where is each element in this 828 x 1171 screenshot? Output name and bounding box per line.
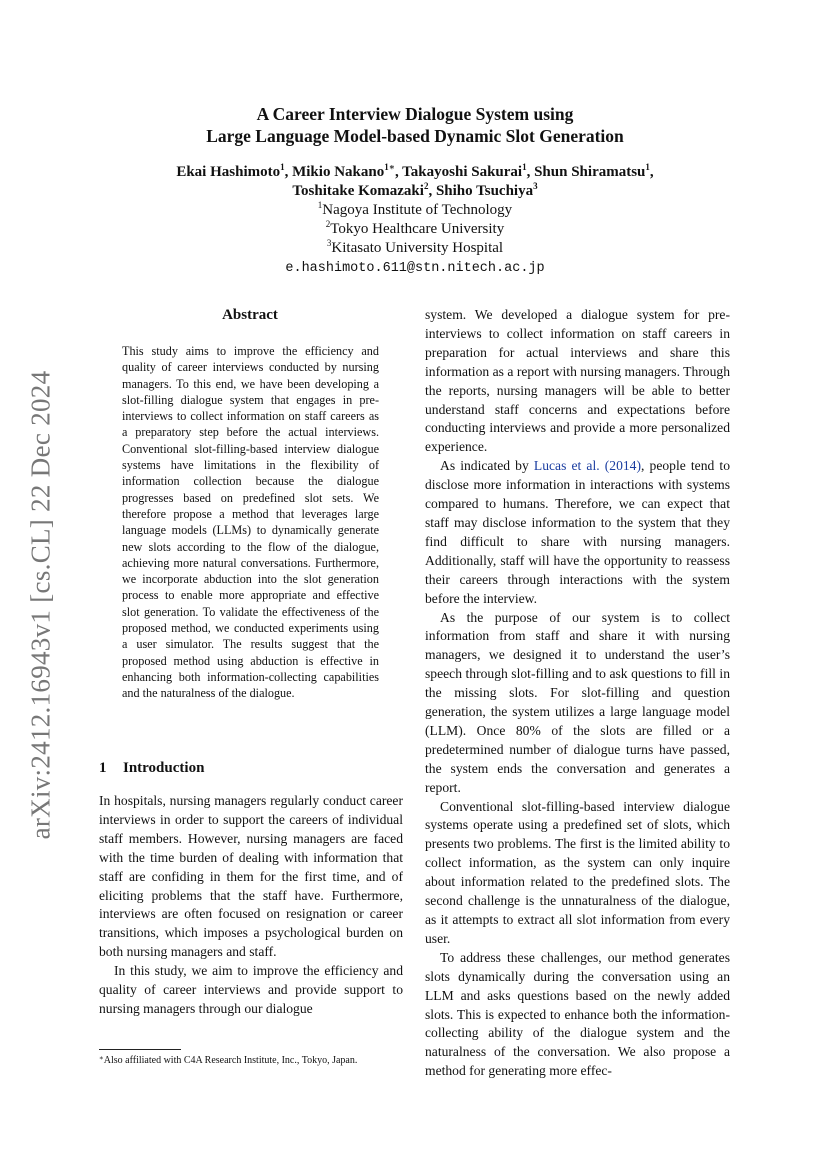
section-title: Introduction <box>123 760 205 776</box>
right-paragraph-4: Conventional slot-filling-based interview dialogue systems operate using a predefined set of slots, which presents two problems. The first is the limited ability to collect information, as the system can only inquire about information related to the predefined slots. The second challenge is the unnaturalness of the dialogue, as it attempts to extract all slot information from every user. <box>425 798 730 946</box>
author-name: Shiho Tsuchiya <box>435 183 534 199</box>
paper-title-line-2: Large Language Model-based Dynamic Slot Generation <box>206 126 624 146</box>
right-paragraph-3: As the purpose of our system is to collect information from staff and share it with nursing managers, we designed it to understand the user’s speech through slot-filling and to ask questions to fill in the missing slots. For slot-filling and question generation, the system utilizes a large language model (LLM). Once 80% of the slots are filled or a predetermined number of dialogue turns have passed, the system ends the conversation and generates a report. <box>425 609 730 795</box>
affiliation-mark: 3 <box>326 238 332 248</box>
affiliation-name: Kitasato University Hospital <box>331 240 504 256</box>
affiliation-3 <box>100 239 730 258</box>
affiliation-mark: 1 <box>317 200 323 210</box>
right-paragraph-1: system. We developed a dialogue system for pre-interviews to collect information on staff careers in preparation for actual interviews and share this information as a report with nursing managers. Through the reports, nursing managers will be able to better understand staff concerns and expectations before conducting interviews and provide a more personalized experience. <box>425 307 730 455</box>
abstract-heading: Abstract <box>222 307 278 323</box>
right-paragraph-2 <box>425 457 730 608</box>
author-list-line-2: Toshitake Komazaki$^2$, Shiho Tsuchiya$^3$ <box>292 181 538 199</box>
right-paragraph-5: To address these challenges, our method generates slots dynamically during the conversation using an LLM and asks questions based on the newly added slots. This is expected to enhance both the information-collecting ability of the dialogue system and the naturalness of the conversation. We also propose a method for generating more effec- <box>425 949 730 1079</box>
contact-email: e.hashimoto.611@stn.nitech.ac.jp <box>285 261 545 276</box>
author-affiliation-mark: 3 <box>533 181 538 191</box>
abstract-text: This study aims to improve the efficiency and quality of career interviews conducted by nursing managers. To this end, we have been developing a slot-filling dialogue system that engages in pre-interviews to collect information on staff careers as a preparatory step before the actual interviews. Conventional slot-filling-based interview dialogue systems have limitations in the flexibility of information collection because the dialogue progresses based on predefined slot sets. We therefore propose a method that leverages large language models (LLMs) to dynamically generate new slots according to the flow of the dialogue, achieving more natural conversations. Furthermore, we incorporate abduction into the slot generation process to enable more appropriate and effective slot generation. To validate the effectiveness of the proposed method, we conducted experiments using a user simulator. The results suggest that the proposed method using abduction is effective in enhancing both information-collecting capabilities and the naturalness of the dialogue. <box>122 344 379 701</box>
author-affiliation-mark: 2 <box>423 181 429 191</box>
footnote-text: Also affiliated with C4A Research Institute, Inc., Tokyo, Japan. <box>103 1055 358 1066</box>
author-list-line-1: Ekai Hashimoto$^1$, Mikio Nakano$^{1∗}$, Takayoshi Sakurai$^1$, Shun Shiramatsu$^1$, <box>176 162 654 180</box>
intro-paragraph-1: In hospitals, nursing managers regularly conduct career interviews in order to support the careers of individual staff members. However, nursing managers are faced with the time burden of dealing with information that staff are confiding in them for the first time, and of eliciting problems that the staff have. Furthermore, interviews are often focused on resignation or career transitions, which imposes a psychological burden on both nursing managers and staff. <box>99 793 403 960</box>
author-name: Toshitake Komazaki <box>292 183 424 199</box>
author-affiliation-mark: 1 <box>280 162 285 172</box>
affiliation-1 <box>100 201 730 220</box>
affiliation-2 <box>100 220 730 239</box>
paragraph-text: , people tend to disclose more information in interactions with systems compared to humans. Therefore, we can expect that staff may disclose information to the system that they find difficult to share with nursing managers. Additionally, staff will have the opportunity to reassess their careers through interactions with the system before the interview. <box>425 458 731 606</box>
introduction-left-column <box>99 792 403 1019</box>
author-affiliation-mark: 1∗ <box>384 162 395 172</box>
paper-title-line-1: A Career Interview Dialogue System using <box>256 104 574 124</box>
author-name: Mikio Nakano <box>292 164 385 180</box>
author-name: Ekai Hashimoto <box>176 164 281 180</box>
arxiv-margin-identifier <box>18 360 64 850</box>
paragraph-text: As indicated by <box>440 458 534 474</box>
author-affiliation-mark: 1 <box>522 162 527 172</box>
section-heading-introduction <box>99 760 204 777</box>
citation-link[interactable]: Lucas et al. (2014) <box>533 458 642 474</box>
section-number: 1 <box>99 760 107 776</box>
affiliation-mark: 2 <box>325 219 331 229</box>
affiliation-name: Nagoya Institute of Technology <box>322 202 513 218</box>
introduction-right-column <box>425 306 730 1081</box>
author-name: Shun Shiramatsu <box>534 164 646 180</box>
author-affiliation-mark: 1 <box>645 162 650 172</box>
arxiv-id-text: arXiv:2412.16943v1 [cs.CL] 22 Dec 2024 <box>25 370 56 840</box>
author-name: Takayoshi Sakurai <box>402 164 523 180</box>
affiliation-name: Tokyo Healthcare University <box>330 221 505 237</box>
intro-paragraph-2: In this study, we aim to improve the efficiency and quality of career interviews and provide support to nursing managers through our dialogue <box>99 963 403 1016</box>
footnote-rule <box>99 1049 181 1050</box>
footnote-mark: ∗ <box>99 1054 104 1062</box>
footnote <box>99 1052 405 1068</box>
